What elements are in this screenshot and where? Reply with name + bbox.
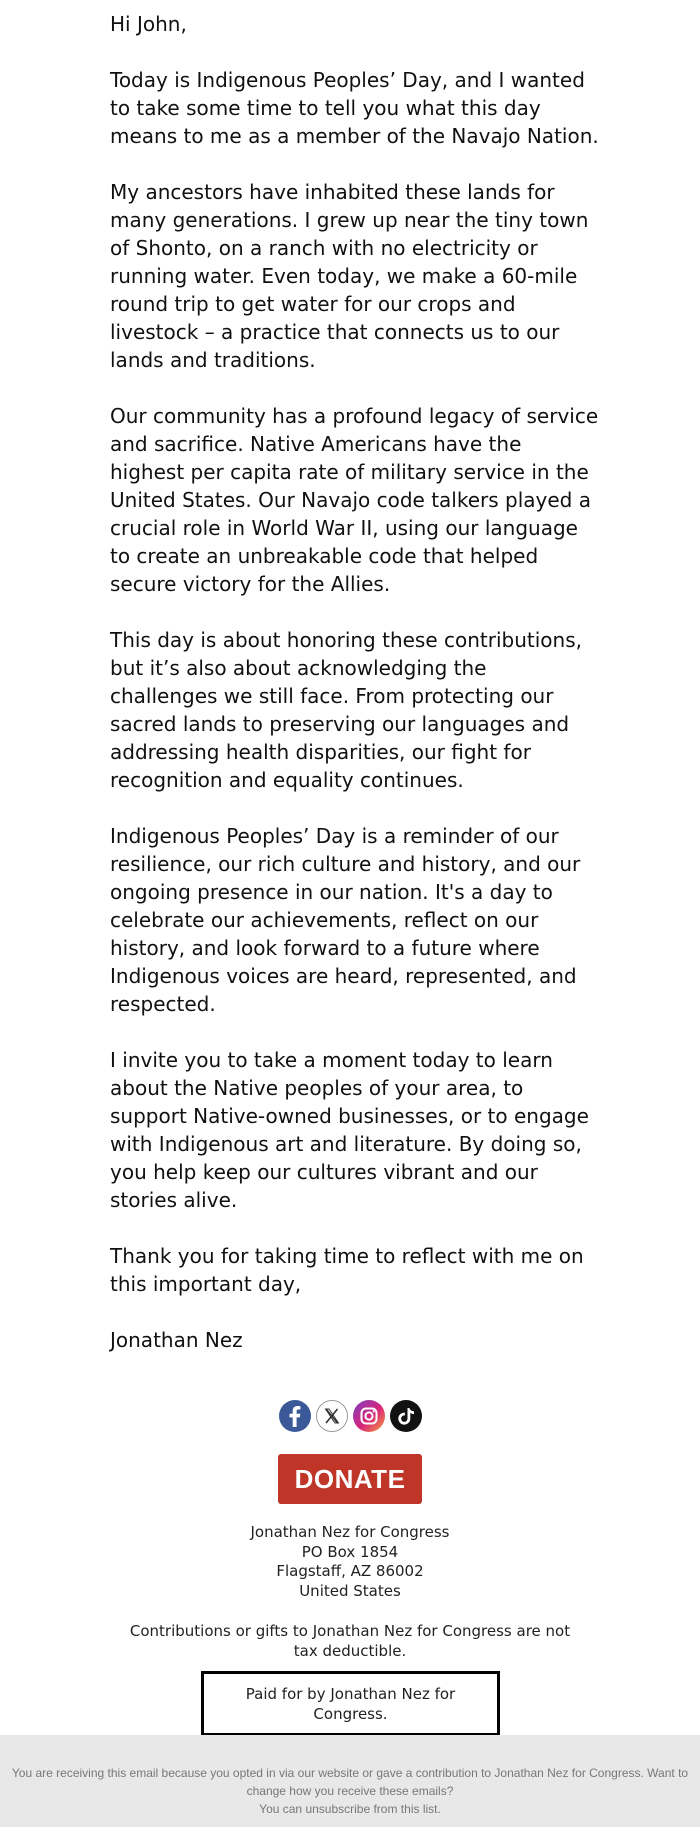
paid-for-box	[201, 1671, 500, 1736]
paragraph: I invite you to take a moment today to learn about the Native peoples of your area, to support Native-owned businesses, or to engage with Indigenous art and literature. By doing so, you help keep our cultures vibrant and our stories alive.	[110, 1048, 589, 1212]
paragraph: This day is about honoring these contributions, but it’s also about acknowledging the challenges we still face. From protecting our sacred lands to preserving our languages and addressing health disparities, our fight for recognition and equality continues.	[110, 628, 582, 792]
tax-disclaimer: Contributions or gifts to Jonathan Nez for Congress are not tax deductible.	[129, 1622, 571, 1660]
address-country: United States	[299, 1581, 401, 1600]
address-line: PO Box 1854	[301, 1542, 399, 1561]
address-city: Flagstaff, AZ 86002	[276, 1562, 424, 1580]
paragraph: Our community has a profound legacy of service and sacrifice. Native Americans have the highest per capita rate of military service in the United States. Our Navajo code talkers played a crucial role in World War II, using our language to create an unbreakable code that helped secure victory for the Allies.	[110, 404, 599, 596]
email-body	[110, 10, 600, 1354]
paragraph: My ancestors have inhabited these lands for many generations. I grew up near the tiny town of Shonto, on a ranch with no electricity or running water. Even today, we make a 60-mile round trip to get water for our crops and livestock – a practice that connects us to our lands and traditions.	[110, 180, 589, 372]
paid-for-text: Paid for by Jonathan Nez for Congress.	[245, 1684, 456, 1723]
mailing-address	[0, 1523, 700, 1601]
instagram-icon[interactable]	[353, 1400, 385, 1432]
facebook-icon[interactable]	[279, 1400, 311, 1432]
unsubscribe-link[interactable]: You can unsubscribe from this list.	[259, 1802, 441, 1816]
greeting: Hi John,	[110, 12, 187, 36]
donate-button[interactable]: DONATE	[278, 1454, 422, 1504]
x-icon[interactable]	[316, 1400, 348, 1432]
donate-container	[0, 1454, 700, 1504]
paragraph: Indigenous Peoples’ Day is a reminder of our resilience, our rich culture and history, and our ongoing presence in our nation. It's a day to celebrate our achievements, reflect on our history, and look forward to a future where Indigenous voices are heard, represented, and respected.	[110, 824, 581, 1016]
social-links	[0, 1400, 700, 1432]
tiktok-icon[interactable]	[390, 1400, 422, 1432]
paragraph: Today is Indigenous Peoples’ Day, and I wanted to take some time to tell you what this day means to me as a member of the Navajo Nation.	[110, 68, 599, 148]
paragraph: Thank you for taking time to reflect with me on this important day,	[110, 1244, 584, 1296]
signature: Jonathan Nez	[110, 1328, 243, 1352]
subscription-notice: You are receiving this email because you opted in via our website or gave a contribution to Jonathan Nez for Congress. Want to change how you receive these emails?	[11, 1766, 689, 1798]
address-name: Jonathan Nez for Congress	[250, 1523, 450, 1541]
email-footer	[0, 1735, 700, 1827]
